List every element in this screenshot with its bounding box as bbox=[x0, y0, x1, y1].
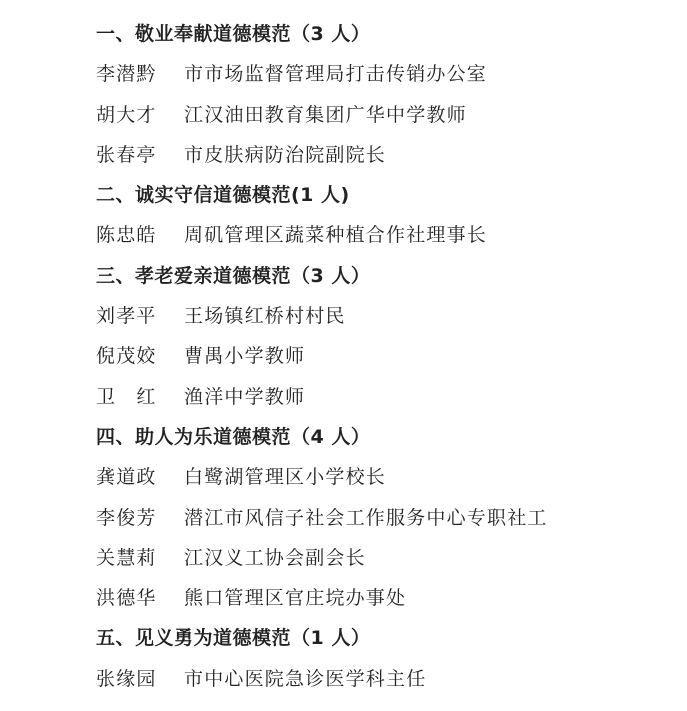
person-row bbox=[96, 659, 676, 699]
person-name: 龚道政 bbox=[96, 466, 157, 489]
person-name: 李俊芳 bbox=[96, 506, 157, 529]
document-body bbox=[96, 14, 676, 699]
person-name: 张缘园 bbox=[96, 667, 157, 690]
person-title: 潜江市风信子社会工作服务中心专职社工 bbox=[184, 506, 548, 529]
person-name: 陈忠皓 bbox=[96, 224, 157, 247]
person-title: 熊口管理区官庄垸办事处 bbox=[184, 587, 407, 610]
person-name: 李潜黔 bbox=[96, 63, 157, 86]
section-dedication bbox=[96, 14, 676, 175]
person-title: 渔洋中学教师 bbox=[184, 385, 306, 408]
section-heading: 二、诚实守信道德模范(1 人) bbox=[96, 184, 350, 207]
person-name: 洪德华 bbox=[96, 587, 157, 610]
person-title: 曹禺小学教师 bbox=[184, 345, 306, 368]
person-row bbox=[96, 135, 676, 175]
person-name: 关慧莉 bbox=[96, 546, 157, 569]
person-title: 江汉油田教育集团广华中学教师 bbox=[184, 103, 467, 126]
person-name: 张春亭 bbox=[96, 143, 157, 166]
section-heading: 四、助人为乐道德模范（4 人） bbox=[96, 425, 371, 448]
person-row bbox=[96, 498, 676, 538]
section-heading: 三、孝老爱亲道德模范（3 人） bbox=[96, 264, 371, 287]
person-row bbox=[96, 578, 676, 618]
person-row bbox=[96, 457, 676, 497]
person-title: 江汉义工协会副会长 bbox=[184, 546, 366, 569]
section-bravery bbox=[96, 618, 676, 699]
person-row bbox=[96, 95, 676, 135]
person-row bbox=[96, 538, 676, 578]
person-title: 市中心医院急诊医学科主任 bbox=[184, 667, 427, 690]
person-name: 倪茂姣 bbox=[96, 345, 157, 368]
person-title: 周矶管理区蔬菜种植合作社理事长 bbox=[184, 224, 488, 247]
person-row bbox=[96, 377, 676, 417]
person-name: 刘孝平 bbox=[96, 305, 157, 328]
person-name: 卫 红 bbox=[96, 385, 157, 408]
section-helping-others bbox=[96, 417, 676, 618]
section-filial-piety bbox=[96, 256, 676, 417]
person-row bbox=[96, 336, 676, 376]
person-row bbox=[96, 296, 676, 336]
section-honesty bbox=[96, 175, 676, 256]
section-heading: 一、敬业奉献道德模范（3 人） bbox=[96, 23, 371, 45]
person-title: 市皮肤病防治院副院长 bbox=[184, 143, 387, 166]
person-title: 市市场监督管理局打击传销办公室 bbox=[184, 63, 488, 86]
section-heading: 五、见义勇为道德模范（1 人） bbox=[96, 627, 371, 650]
person-title: 王场镇红桥村村民 bbox=[184, 305, 346, 328]
person-row bbox=[96, 54, 676, 94]
person-title: 白鹭湖管理区小学校长 bbox=[184, 466, 387, 489]
person-row bbox=[96, 215, 676, 255]
person-name: 胡大才 bbox=[96, 103, 157, 126]
